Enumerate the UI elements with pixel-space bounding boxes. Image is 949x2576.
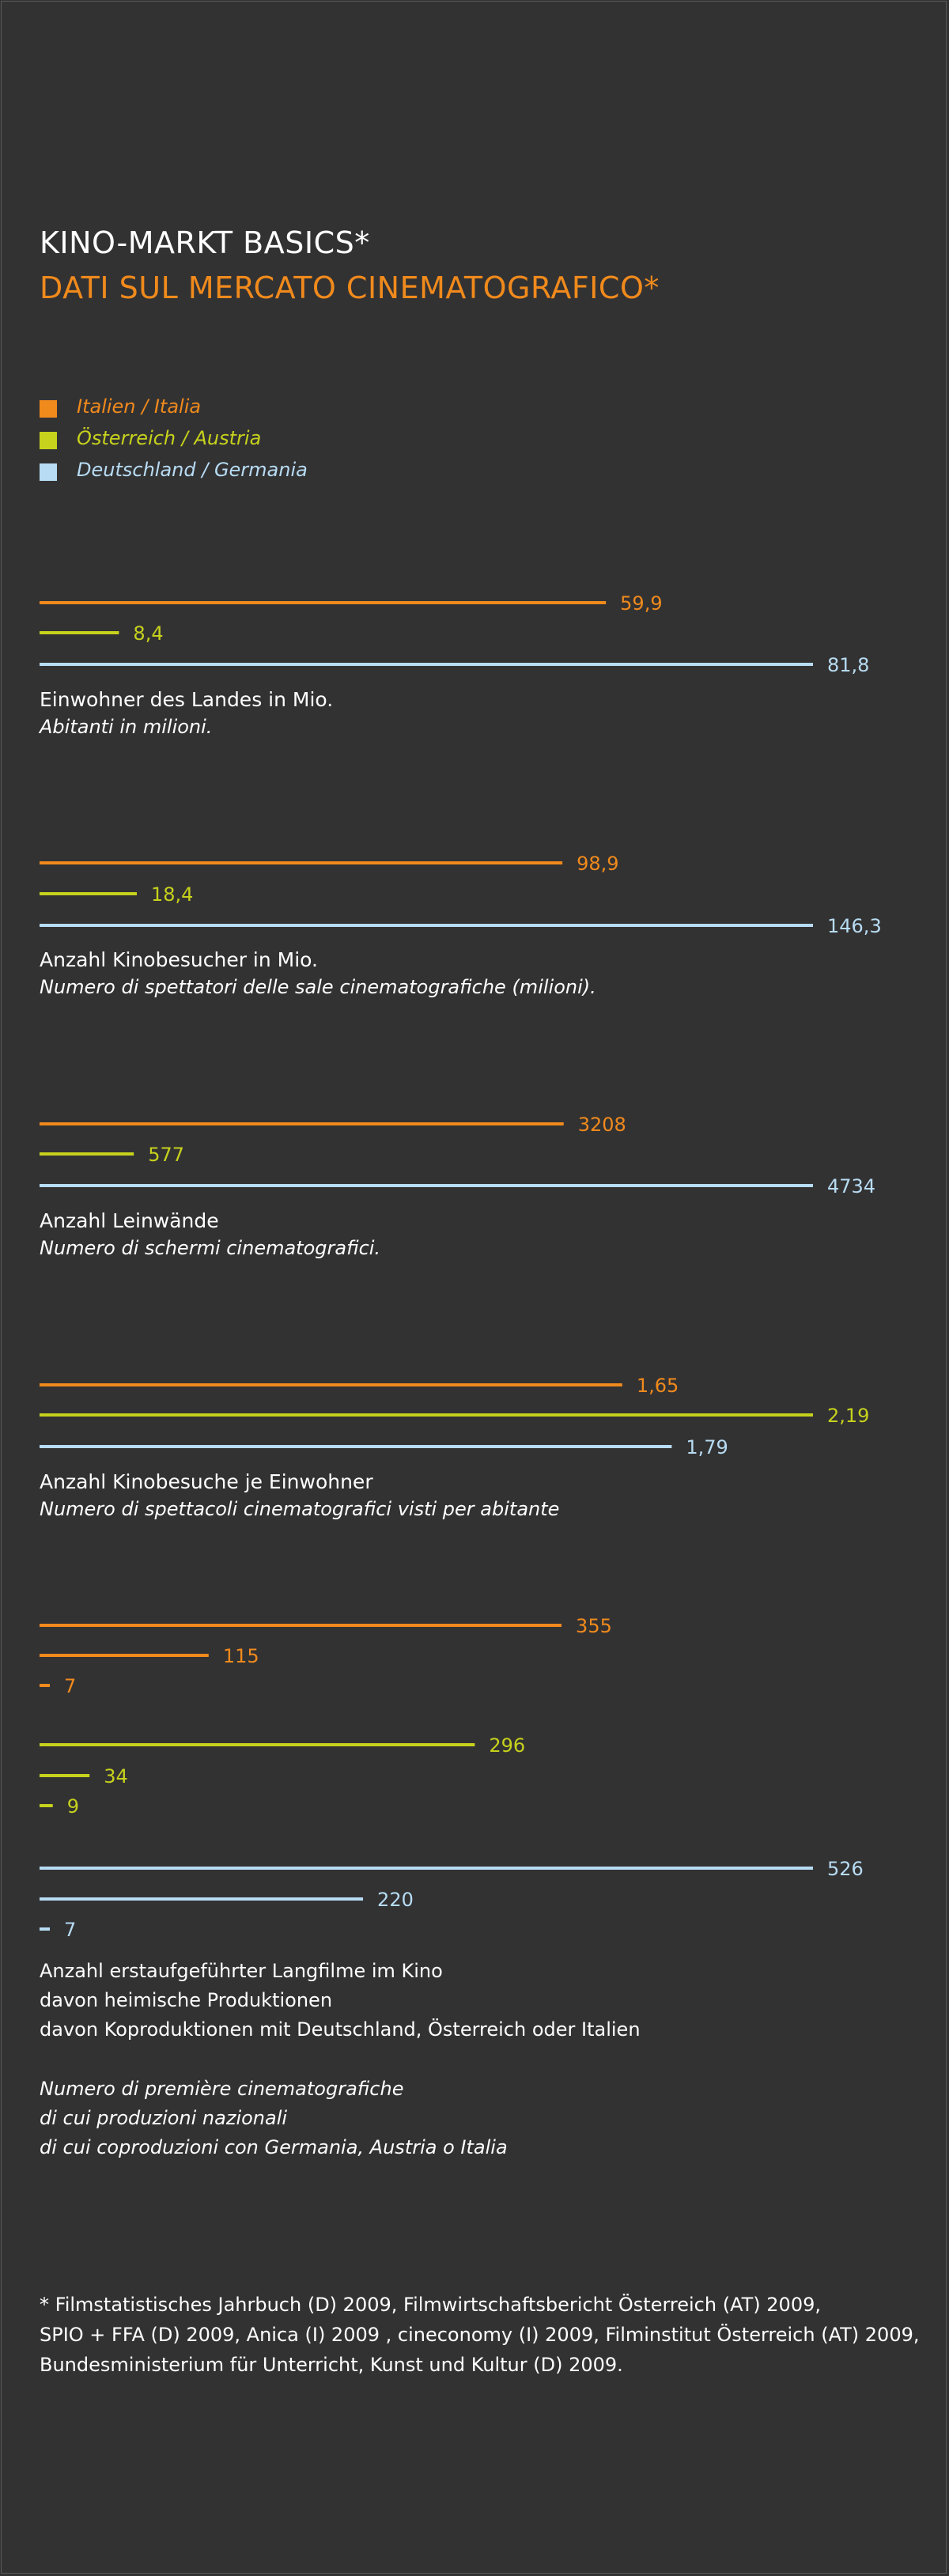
chart-5-label-germany-3: 7	[64, 1919, 77, 1941]
chart-4-bar-austria	[40, 1413, 813, 1417]
chart-5-bar-italy-3	[40, 1684, 50, 1687]
chart-4-caption	[40, 1469, 559, 1523]
chart-5-label-austria-1: 296	[489, 1734, 526, 1757]
chart-5-bar-austria-3	[40, 1804, 53, 1807]
chart-5-label-austria-3: 9	[66, 1795, 80, 1818]
chart-5-bar-germany-2	[40, 1897, 363, 1901]
chart-2-bar-italy	[40, 861, 562, 864]
chart-3-bar-austria	[40, 1152, 134, 1156]
chart-2-label-austria: 18,4	[151, 883, 194, 906]
chart-2-label-italy: 98,9	[577, 853, 619, 875]
chart-5-label-italy-2: 115	[222, 1645, 259, 1667]
chart-1-bar-germany	[40, 663, 813, 666]
chart-5-bar-italy-2	[40, 1654, 209, 1657]
chart-4-bar-germany	[40, 1445, 671, 1448]
chart-5-bar-germany-1	[40, 1867, 813, 1870]
chart-5-caption-it	[40, 2075, 508, 2162]
chart-1-bar-austria	[40, 631, 119, 634]
chart-1-bar-italy	[40, 601, 606, 604]
chart-2-bar-austria	[40, 892, 137, 895]
legend-label-italy: Italien / Italia	[77, 395, 202, 418]
chart-1-label-italy: 59,9	[620, 592, 663, 615]
chart-4-label-italy: 1,65	[636, 1375, 679, 1397]
footnote-line-2: SPIO + FFA (D) 2009, Anica (I) 2009 , cineconomy (I) 2009, Filminstitut Österreich (AT) 2009,	[40, 2324, 920, 2346]
chart-5-label-austria-2: 34	[104, 1765, 128, 1787]
chart-3-caption	[40, 1208, 380, 1262]
chart-4-label-germany: 1,79	[686, 1436, 728, 1458]
page-subtitle: DATI SUL MERCATO CINEMATOGRAFICO*	[40, 270, 660, 305]
legend-label-austria: Österreich / Austria	[77, 427, 262, 449]
page-title: KINO-MARKT BASICS*	[40, 225, 370, 260]
chart-1-label-germany: 81,8	[827, 654, 870, 676]
footnote-line-3: Bundesministerium für Unterricht, Kunst und Kultur (D) 2009.	[40, 2354, 623, 2376]
chart-5-caption-it-line-1: Numero di première cinematografiche	[40, 2078, 404, 2100]
chart-3-bar-germany	[40, 1184, 813, 1187]
chart-3-label-germany: 4734	[827, 1175, 876, 1197]
chart-5-caption-de	[40, 1957, 641, 2045]
chart-2-caption	[40, 947, 596, 1001]
chart-3-label-austria: 577	[148, 1144, 185, 1166]
chart-2-caption-it: Numero di spettatori delle sale cinematografiche (milioni).	[40, 976, 596, 998]
chart-5-caption-de-line-2: davon heimische Produktionen	[40, 1989, 333, 2011]
chart-1-caption-it: Abitanti in milioni.	[40, 716, 213, 738]
chart-5-label-germany-2: 220	[377, 1889, 414, 1911]
chart-3-caption-it: Numero di schermi cinematografici.	[40, 1237, 381, 1259]
footnote	[40, 2290, 919, 2380]
chart-5-bar-germany-3	[40, 1927, 50, 1931]
chart-5-label-italy-1: 355	[576, 1615, 612, 1637]
chart-4-label-austria: 2,19	[827, 1405, 870, 1427]
chart-2-label-germany: 146,3	[827, 915, 882, 937]
chart-5-caption-it-line-2: di cui produzioni nazionali	[40, 2107, 288, 2129]
legend-label-germany: Deutschland / Germania	[77, 459, 308, 481]
chart-5-label-italy-3: 7	[64, 1675, 77, 1697]
chart-5-bar-austria-2	[40, 1774, 89, 1777]
footnote-line-1: * Filmstatistisches Jahrbuch (D) 2009, Filmwirtschaftsbericht Österreich (AT) 2009,	[40, 2294, 821, 2316]
chart-5-label-germany-1: 526	[827, 1858, 864, 1880]
chart-3-label-italy: 3208	[577, 1114, 626, 1136]
chart-1-caption-de: Einwohner des Landes in Mio.	[40, 688, 334, 711]
chart-5-bar-austria-1	[40, 1743, 475, 1746]
chart-3-caption-de: Anzahl Leinwände	[40, 1209, 219, 1232]
chart-3-bar-italy	[40, 1122, 564, 1125]
chart-1-caption	[40, 687, 333, 740]
chart-5-caption-de-line-1: Anzahl erstaufgeführter Langfilme im Kino	[40, 1960, 443, 1982]
chart-5-bar-italy-1	[40, 1624, 561, 1627]
chart-4-caption-de: Anzahl Kinobesuche je Einwohner	[40, 1470, 373, 1493]
chart-4-caption-it: Numero di spettacoli cinematografici visti per abitante	[40, 1498, 560, 1520]
chart-5-caption-de-line-3: davon Koproduktionen mit Deutschland, Österreich oder Italien	[40, 2018, 641, 2041]
chart-4-bar-italy	[40, 1383, 622, 1386]
chart-2-bar-germany	[40, 924, 813, 927]
chart-1-label-austria: 8,4	[133, 622, 164, 645]
chart-2-caption-de: Anzahl Kinobesucher in Mio.	[40, 948, 318, 971]
chart-5-caption-it-line-3: di cui coproduzioni con Germania, Austria o Italia	[40, 2136, 508, 2158]
